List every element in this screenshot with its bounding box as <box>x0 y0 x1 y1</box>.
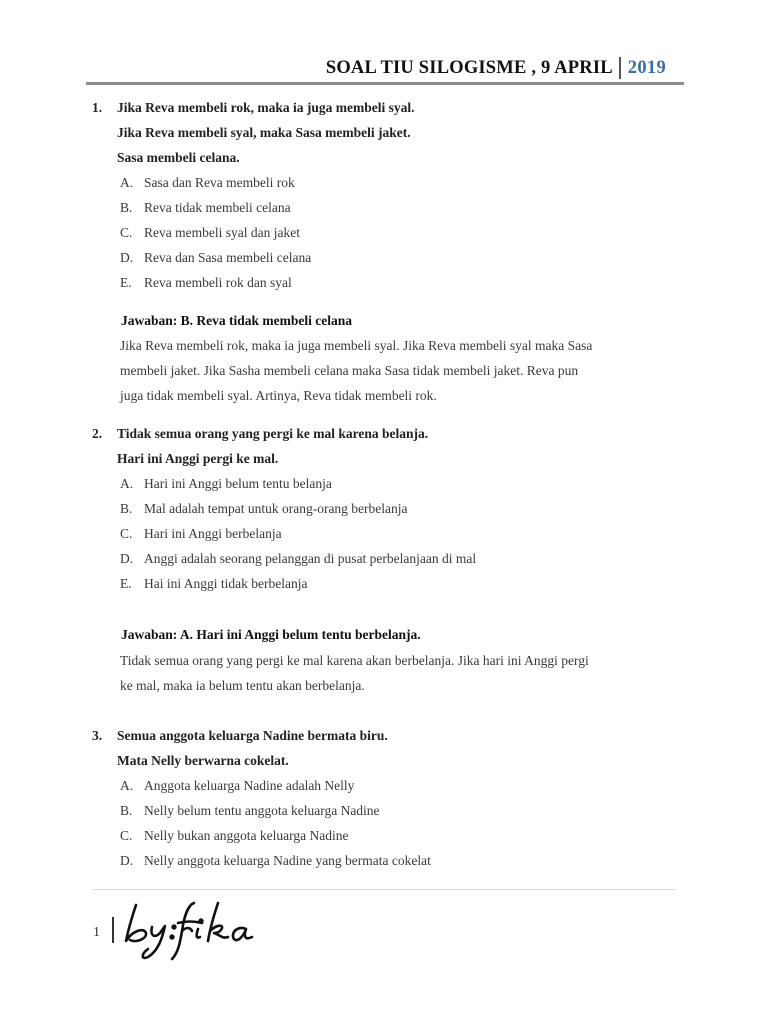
signature-by-fika <box>122 897 302 963</box>
question-number: 2. <box>92 426 103 441</box>
premise: Mata Nelly berwarna cokelat. <box>117 753 289 768</box>
option-text: Sasa dan Reva membeli rok <box>144 175 295 190</box>
question-number: 3. <box>92 728 103 743</box>
option-label: B. <box>120 501 133 516</box>
document-year: 2019 <box>627 57 666 78</box>
header-divider <box>619 57 621 79</box>
option-label: A. <box>120 778 134 793</box>
option-label: C. <box>120 225 133 240</box>
premise: Jika Reva membeli rok, maka ia juga membeli syal. <box>117 100 415 115</box>
explanation-line: Tidak semua orang yang pergi ke mal karena akan berbelanja. Jika hari ini Anggi pergi <box>120 653 589 668</box>
footer-divider <box>93 889 676 890</box>
option-text: Reva membeli syal dan jaket <box>144 225 300 240</box>
option-label: E. <box>120 576 132 591</box>
page-header <box>86 54 684 85</box>
option-text: Reva membeli rok dan syal <box>144 275 292 290</box>
footer-separator <box>112 917 114 943</box>
option-text: Nelly belum tentu anggota keluarga Nadine <box>144 803 380 818</box>
option-text: Nelly anggota keluarga Nadine yang bermata cokelat <box>144 853 431 868</box>
option-text: Anggota keluarga Nadine adalah Nelly <box>144 778 355 793</box>
premise: Semua anggota keluarga Nadine bermata biru. <box>117 728 388 743</box>
question-number: 1. <box>92 100 103 115</box>
premise: Tidak semua orang yang pergi ke mal karena belanja. <box>117 426 429 441</box>
option-label: E. <box>120 275 132 290</box>
page-number: 1 <box>93 925 100 940</box>
document-title: SOAL TIU SILOGISME , 9 APRIL <box>325 57 613 78</box>
premise: Jika Reva membeli syal, maka Sasa membeli jaket. <box>117 125 411 140</box>
option-text: Hai ini Anggi tidak berbelanja <box>144 576 308 591</box>
option-label: C. <box>120 828 133 843</box>
premise: Sasa membeli celana. <box>117 150 240 165</box>
explanation-line: juga tidak membeli syal. Artinya, Reva tidak membeli rok. <box>120 388 437 403</box>
option-text: Hari ini Anggi belum tentu belanja <box>144 476 332 491</box>
option-label: B. <box>120 200 133 215</box>
option-text: Nelly bukan anggota keluarga Nadine <box>144 828 349 843</box>
option-text: Reva tidak membeli celana <box>144 200 291 215</box>
option-label: A. <box>120 476 134 491</box>
explanation-line: Jika Reva membeli rok, maka ia juga membeli syal. Jika Reva membeli syal maka Sasa <box>120 338 593 353</box>
answer-heading: Jawaban: B. Reva tidak membeli celana <box>121 313 352 328</box>
explanation-line: membeli jaket. Jika Sasha membeli celana maka Sasa tidak membeli jaket. Reva pun <box>120 363 579 378</box>
explanation-line: ke mal, maka ia belum tentu akan berbelanja. <box>120 678 365 693</box>
option-label: A. <box>120 175 134 190</box>
option-text: Hari ini Anggi berbelanja <box>144 526 282 541</box>
option-label: D. <box>120 551 134 566</box>
premise: Hari ini Anggi pergi ke mal. <box>117 451 279 466</box>
option-label: D. <box>120 853 134 868</box>
option-text: Anggi adalah seorang pelanggan di pusat perbelanjaan di mal <box>144 551 477 566</box>
option-label: B. <box>120 803 133 818</box>
option-text: Reva dan Sasa membeli celana <box>144 250 312 265</box>
option-text: Mal adalah tempat untuk orang-orang berbelanja <box>144 501 408 516</box>
answer-heading: Jawaban: A. Hari ini Anggi belum tentu berbelanja. <box>121 627 421 642</box>
option-label: C. <box>120 526 133 541</box>
option-label: D. <box>120 250 134 265</box>
